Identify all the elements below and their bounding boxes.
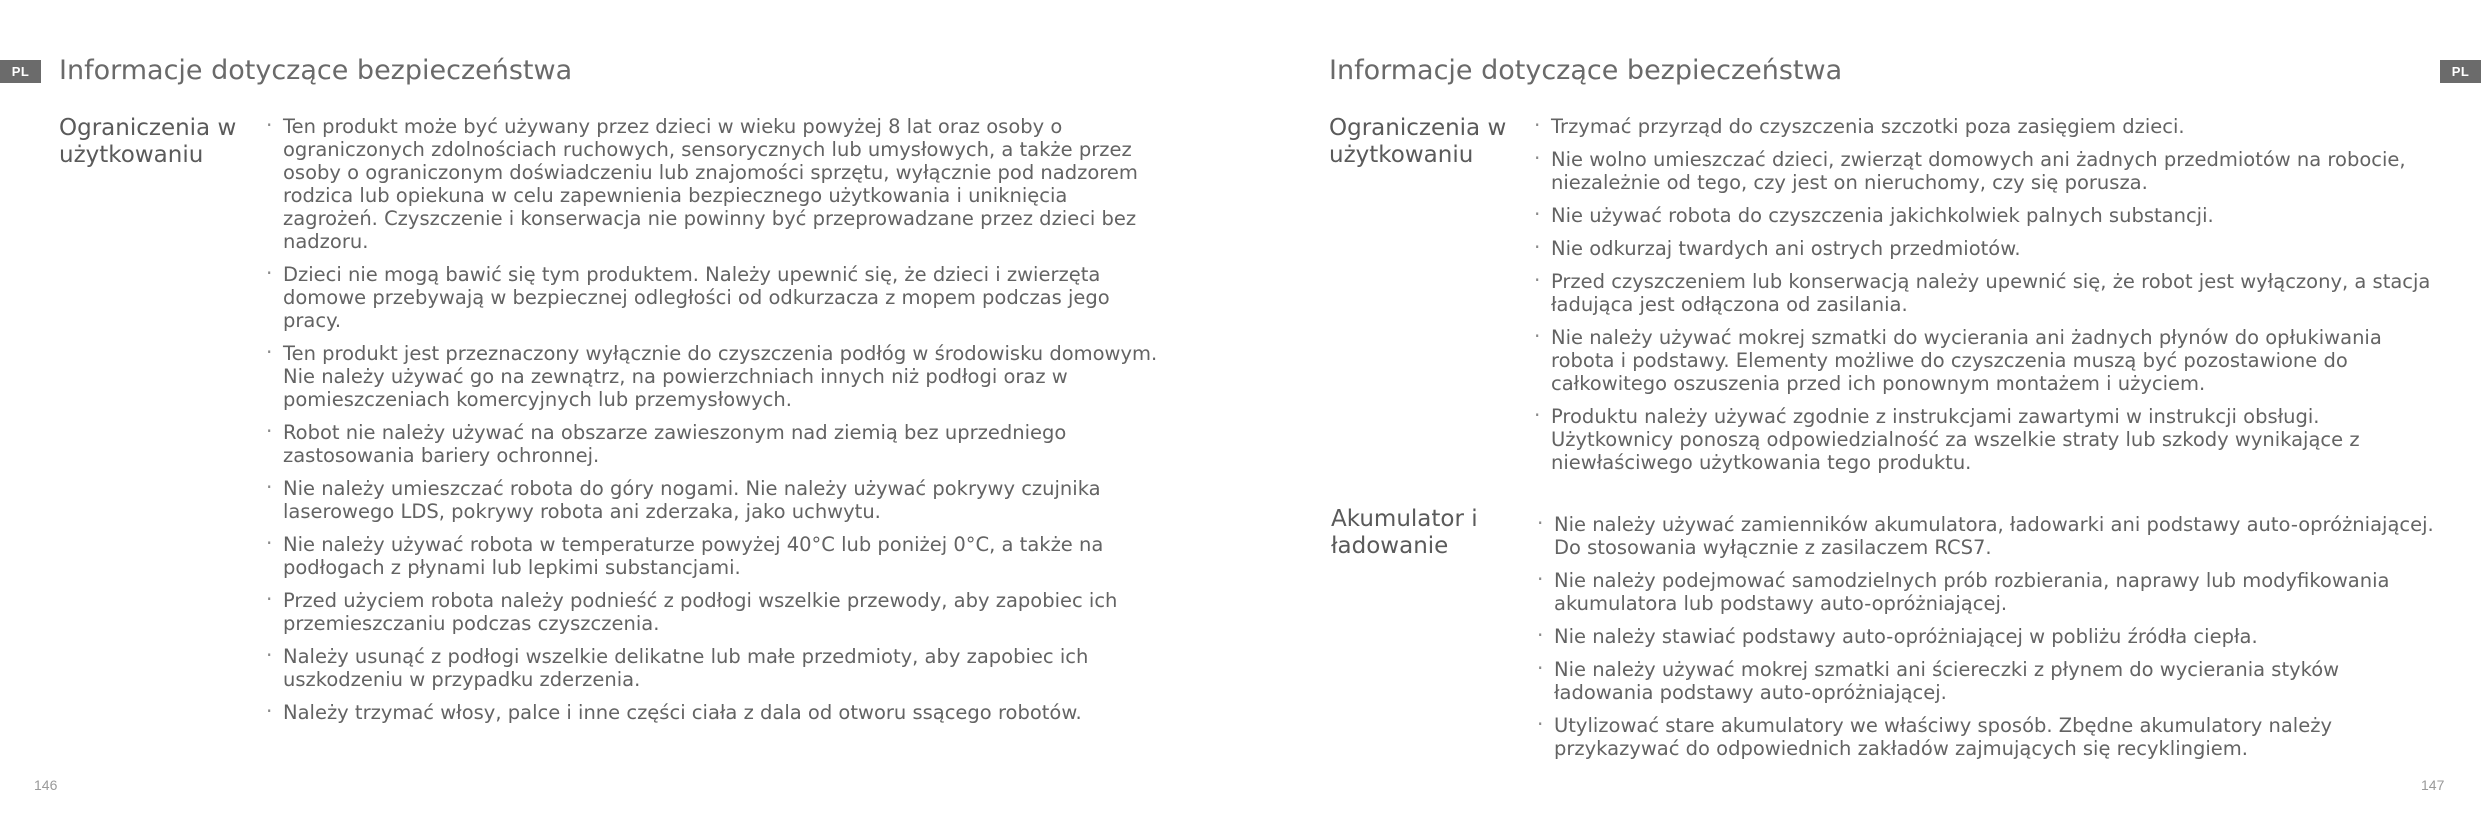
section-heading-battery-charging (1331, 506, 1478, 560)
list-item: · Nie należy używać robota w temperaturze powyżej 40°C lub poniżej 0°C, a także na podłogach z płynami lub lepkimi substancjami. (266, 533, 1166, 579)
list-item: · Ten produkt może być używany przez dzieci w wieku powyżej 8 lat oraz osoby o ograniczonych zdolnościach ruchowych, sensorycznych lub umysłowych, a także przez osoby o ograniczonym doświadczeniu lub znajomości sprzętu, wyłącznie pod nadzorem rodzica lub opiekuna w celu zapewnienia bezpiecznego użytkowania i uniknięcia zagrożeń. Czyszczenie i konserwacja nie powinny być przeprowadzane przez dzieci bez nadzoru. (266, 115, 1166, 253)
usage-restrictions-list-right (1534, 115, 2434, 484)
list-item: · Należy trzymać włosy, palce i inne części ciała z dala od otworu ssącego robotów. (266, 701, 1166, 724)
section-heading-line: użytkowaniu (1329, 142, 1474, 168)
page-title-right: Informacje dotyczące bezpieczeństwa (1329, 55, 1843, 86)
section-heading-usage-restrictions-right (1329, 115, 1506, 169)
section-heading-line: Ograniczenia w (1329, 115, 1507, 141)
section-heading-usage-restrictions-left (59, 115, 236, 169)
list-item: · Nie należy używać zamienników akumulatora, ładowarki ani podstawy auto-opróżniającej. Do stosowania wyłącznie z zasilaczem RCS7. (1537, 513, 2437, 559)
section-heading-line: ładowanie (1331, 533, 1449, 559)
section-heading-line: Ograniczenia w (59, 115, 237, 141)
battery-charging-list (1537, 513, 2437, 770)
list-item: · Należy usunąć z podłogi wszelkie delikatne lub małe przedmioty, aby zapobiec ich uszkodzeniu w przypadku zderzenia. (266, 645, 1166, 691)
list-item: · Nie wolno umieszczać dzieci, zwierząt domowych ani żadnych przedmiotów na robocie, niezależnie od tego, czy jest on nieruchomy, czy się porusza. (1534, 148, 2434, 194)
page-number-left: 146 (34, 777, 58, 793)
section-heading-line: użytkowaniu (59, 142, 204, 168)
list-item: · Nie należy używać mokrej szmatki do wycierania ani żadnych płynów do opłukiwania robota i podstawy. Elementy możliwe do czyszczenia muszą być pozostawione do całkowitego oszuszenia przed ich ponownym montażem i użyciem. (1534, 326, 2434, 395)
page-title-left: Informacje dotyczące bezpieczeństwa (59, 55, 573, 86)
list-item: · Dzieci nie mogą bawić się tym produktem. Należy upewnić się, że dzieci i zwierzęta domowe przebywają w bezpiecznej odległości od odkurzacza z mopem podczas jego pracy. (266, 263, 1166, 332)
list-item: · Nie należy podejmować samodzielnych prób rozbierania, naprawy lub modyfikowania akumulatora lub podstawy auto-opróżniającej. (1537, 569, 2437, 615)
list-item: · Nie należy stawiać podstawy auto-opróżniającej w pobliżu źródła ciepła. (1537, 625, 2437, 648)
list-item: · Przed czyszczeniem lub konserwacją należy upewnić się, że robot jest wyłączony, a stacja ładująca jest odłączona od zasilania. (1534, 270, 2434, 316)
list-item: · Utylizować stare akumulatory we właściwy sposób. Zbędne akumulatory należy przykazywać do odpowiednich zakładów zajmujących się recyklingiem. (1537, 714, 2437, 760)
list-item: · Przed użyciem robota należy podnieść z podłogi wszelkie przewody, aby zapobiec ich przemieszczaniu podczas czyszczenia. (266, 589, 1166, 635)
list-item: · Nie należy umieszczać robota do góry nogami. Nie należy używać pokrywy czujnika laserowego LDS, pokrywy robota ani zderzaka, jako uchwytu. (266, 477, 1166, 523)
section-heading-line: Akumulator i (1331, 506, 1478, 532)
list-item: · Nie używać robota do czyszczenia jakichkolwiek palnych substancji. (1534, 204, 2434, 227)
list-item: · Nie odkurzaj twardych ani ostrych przedmiotów. (1534, 237, 2434, 260)
list-item: · Nie należy używać mokrej szmatki ani ściereczki z płynem do wycierania styków ładowania podstawy auto-opróżniającej. (1537, 658, 2437, 704)
page-number-right: 147 (2421, 777, 2445, 793)
list-item: · Ten produkt jest przeznaczony wyłącznie do czyszczenia podłóg w środowisku domowym. Nie należy używać go na zewnątrz, na powierzchniach innych niż podłogi oraz w pomieszczeniach komercyjnych lub przemysłowych. (266, 342, 1166, 411)
list-item: · Produktu należy używać zgodnie z instrukcjami zawartymi w instrukcji obsługi. Użytkownicy ponoszą odpowiedzialność za wszelkie straty lub szkody wynikające z niewłaściwego użytkowania tego produktu. (1534, 405, 2434, 474)
language-tab-right: PL (2440, 60, 2481, 83)
usage-restrictions-list-left (266, 115, 1166, 734)
language-tab-left: PL (0, 60, 41, 83)
list-item: · Trzymać przyrząd do czyszczenia szczotki poza zasięgiem dzieci. (1534, 115, 2434, 138)
list-item: · Robot nie należy używać na obszarze zawieszonym nad ziemią bez uprzedniego zastosowania bariery ochronnej. (266, 421, 1166, 467)
